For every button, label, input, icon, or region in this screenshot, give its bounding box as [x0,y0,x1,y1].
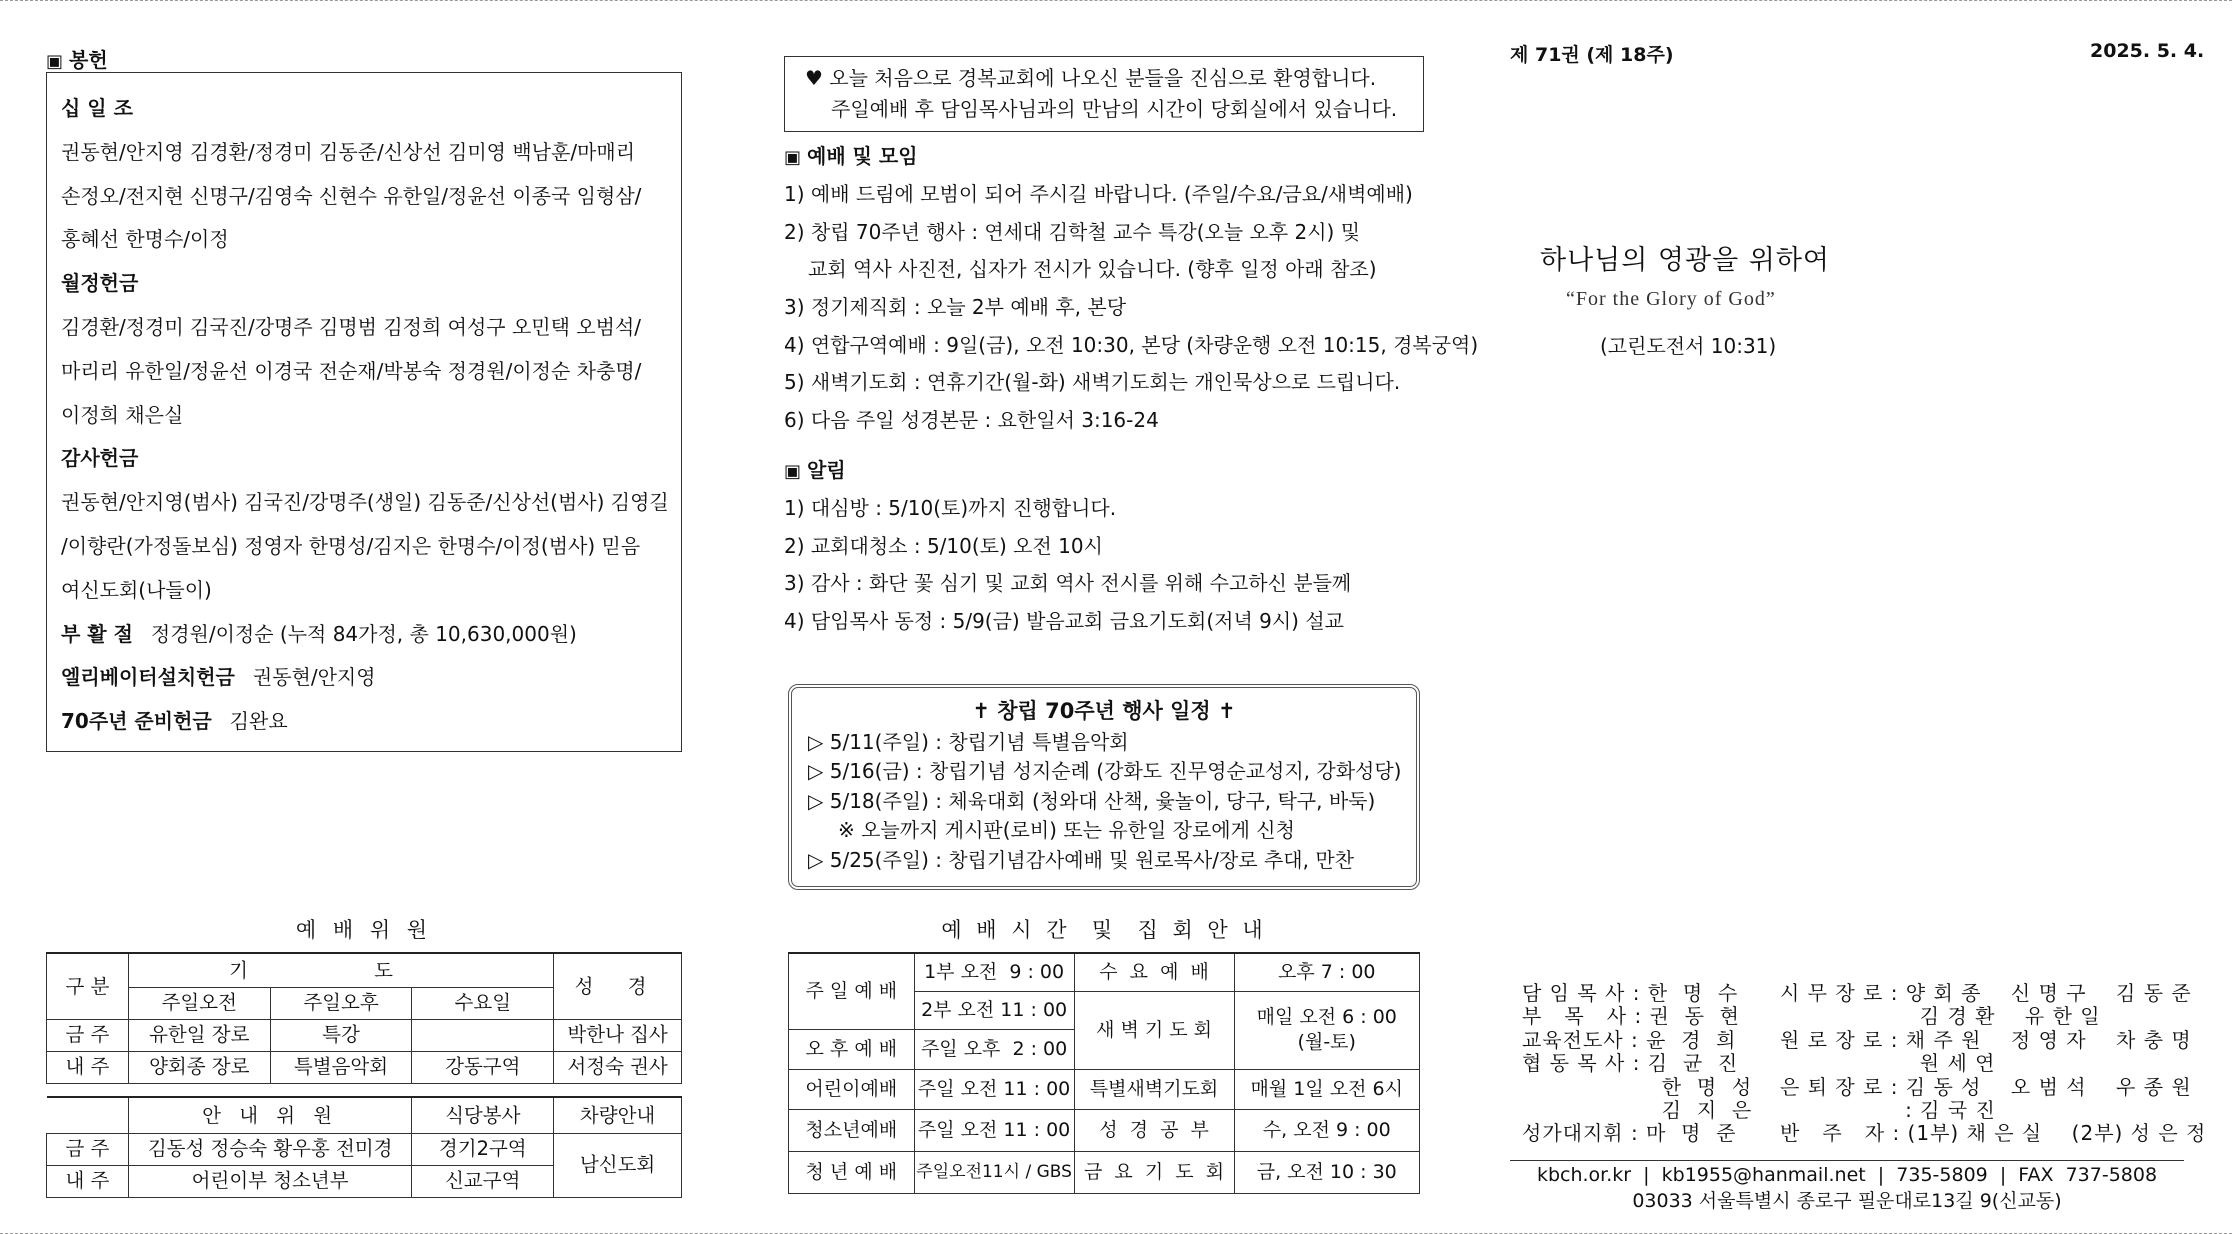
table-cell [412,1019,554,1051]
table-cell: 강동구역 [412,1051,554,1083]
offering-line: 권동현/안지영(범사) 김국진/강명주(생일) 김동준/신상선(범사) 김영길 [61,490,669,515]
offering-line: 홍혜선 한명수/이정 [61,227,229,252]
list-item: 3) 정기제직회 : 오늘 2부 예배 후, 본당 [784,295,1127,319]
notices-title: ▣ 알림 [784,458,846,482]
anniversary-title: ✝ 창립 70주년 행사 일정 ✝ [972,699,1236,723]
staff-line: 은 퇴 장 로 : 김 동 성 오 범 석 우 종 원 [1780,1074,2192,1099]
list-item: 2) 교회대청소 : 5/10(토) 오전 10시 [784,534,1103,558]
welcome-line: 주일예배 후 담임목사님과의 만남의 시간이 당회실에서 있습니다. [831,97,1398,121]
special-label: 특별새벽기도회 [1074,1069,1234,1109]
offering-section-title: ▣ 봉헌 [46,48,108,72]
offering-line: 감사헌금 [61,446,139,471]
table-cell: 특별음악회 [270,1051,412,1083]
list-item: 2) 창립 70주년 행사 : 연세대 김학철 교수 특강(오늘 오후 2시) 및 [784,220,1361,244]
vehicle-header: 차량안내 [554,1097,682,1133]
dawn-time: 매일 오전 6 : 00 [1256,1006,1397,1029]
theme-title: 하나님의 영광을 위하여 [1540,245,1830,276]
list-item: 1) 예배 드림에 모범이 되어 주시길 바랍니다. (주일/수요/금요/새벽예배) [784,182,1413,206]
offering-label: 부 활 절 [61,621,133,646]
dawn-time-cell [1234,991,1420,1069]
dawn-label: 새 벽 기 도 회 [1074,991,1234,1069]
bible-label: 성 경 공 부 [1074,1109,1234,1151]
bulletin-date: 2025. 5. 4. [2090,40,2205,62]
list-item: 3) 감사 : 화단 꽃 심기 및 교회 역사 전시를 위해 수고하신 분들께 [784,571,1352,595]
offering-box [46,72,682,752]
list-item: 4) 연합구역예배 : 9일(금), 오전 10:30, 본당 (차량운행 오전 10:15, 경복궁역) [784,333,1479,357]
staff-line: 협 동 목 사 : 김 균 진 [1522,1051,1739,1076]
offering-line: 마리리 유한일/정윤선 이경국 전순재/박봉숙 정경원/이정순 차충명/ [61,358,642,383]
offering-line: 김경환/정경미 김국진/강명주 김명범 김정희 여성구 오민택 오범석/ [61,314,641,339]
staff-left-list [1522,982,1752,1146]
schedule-caption: 예 배 시 간 및 집 회 안 내 [941,918,1267,942]
afternoon-label: 오 후 예 배 [789,1029,915,1069]
row-label: 금 주 [47,1133,129,1165]
table-cell: 서정숙 권사 [554,1051,682,1083]
offering-line: 십 일 조 [61,96,133,120]
offering-text: 김완요 [229,709,288,734]
offering-line: 여신도회(나들이) [61,577,212,602]
staff-line: 시 무 장 로 : 양 회 종 신 명 구 김 동 준 [1780,981,2192,1005]
offering-line [61,613,667,657]
staff-right-list [1780,982,2206,1146]
table-cell: 유한일 장로 [128,1019,270,1051]
guide-committee-table [46,1096,682,1198]
offering-line [61,656,667,700]
special-time: 매월 1일 오전 6시 [1234,1069,1420,1109]
wed-label: 수 요 예 배 [1074,953,1234,991]
gubun-header: 구 분 [47,953,129,1019]
sunday2-time: 2부 오전 11 : 00 [914,991,1074,1029]
anniversary-box [788,684,1420,890]
welcome-line: ♥ 오늘 처음으로 경복교회에 나오신 분들을 진심으로 환영합니다. [805,66,1377,90]
top-fold-line [0,0,2232,1]
row-label: 금 주 [47,1019,129,1051]
volume-number: 제 71권 (제 18주) [1510,44,1674,66]
event-item: ▷ 5/18(주일) : 체육대회 (청와대 산책, 윷놀이, 당구, 탁구, 바둑) [808,788,1376,813]
contact-line: kbch.or.kr | kb1955@hanmail.net | 735-5809 | FAX 737-5808 [1536,1164,2158,1186]
worship-meeting-title: ▣ 예배 및 모임 [784,144,918,168]
offering-line: 이정희 채은실 [61,402,184,427]
event-item: ▷ 5/25(주일) : 창립기념감사예배 및 원로목사/장로 추대, 만찬 [808,847,1354,872]
table-cell: 양회종 장로 [128,1051,270,1083]
table-cell: 특강 [270,1019,412,1051]
staff-line: : 김 국 진 [1780,1098,1996,1123]
staff-line: 성가대지휘 : 마 명 준 [1522,1121,1737,1146]
theme-reference: (고린도전서 10:31) [1600,334,1777,358]
table-cell: 경기2구역 [412,1133,554,1165]
schedule-table [788,952,1420,1194]
offering-text: 권동현/안지영 [252,665,376,690]
friday-label: 금 요 기 도 회 [1074,1151,1234,1193]
vehicle-cell: 남신도회 [554,1133,682,1197]
bible-time: 수, 오전 9 : 00 [1234,1109,1420,1151]
scripture-header: 성 경 [554,953,682,1019]
prayer-header: 기 도 [128,953,553,987]
offering-label: 70주년 준비헌금 [61,709,212,734]
friday-time: 금, 오전 10 : 30 [1234,1151,1420,1193]
cafeteria-header: 식당봉사 [412,1097,554,1133]
wed-time: 오후 7 : 00 [1234,953,1420,991]
offering-line: /이향란(가정돌보심) 정영자 한명성/김지은 한명수/이정(범사) 믿음 [61,533,641,558]
dawn-days: (월-토) [1297,1031,1356,1053]
afternoon-time: 주일 오후 2 : 00 [914,1029,1074,1069]
row-label: 내 주 [47,1051,129,1083]
sunday1-time: 1부 오전 9 : 00 [914,953,1074,991]
contact-divider [1510,1160,2184,1161]
col-sunday-am: 주일오전 [128,987,270,1019]
offering-line: 권동현/안지영 김경환/정경미 김동준/신상선 김미영 백남훈/마매리 [61,139,636,164]
table-cell: 어린이부 청소년부 [128,1165,412,1197]
event-item: ▷ 5/16(금) : 창립기념 성지순례 (강화도 진무영순교성지, 강화성당) [808,759,1402,784]
young-time: 주일오전11시 / GBS [914,1151,1074,1193]
offering-label: 엘리베이터설치헌금 [61,665,235,690]
table-cell: 김동성 정승숙 황우홍 전미경 [128,1133,412,1165]
row-label: 내 주 [47,1165,129,1197]
sunday-label: 주 일 예 배 [789,953,915,1029]
young-label: 청 년 예 배 [789,1151,915,1193]
guide-header: 안 내 위 원 [128,1097,412,1133]
list-item: 교회 역사 사진전, 십자가 전시가 있습니다. (향후 일정 아래 참조) [808,257,1377,281]
theme-english: “For the Glory of God” [1566,288,1776,310]
children-label: 어린이예배 [789,1069,915,1109]
col-sunday-pm: 주일오후 [270,987,412,1019]
staff-line: 반 주 자 : (1부) 채 은 실 (2부) 성 은 정 [1780,1121,2207,1146]
offering-line [61,700,667,744]
welcome-box [784,56,1424,132]
staff-line: 김 지 은 [1522,1098,1753,1123]
event-item: ※ 오늘까지 게시판(로비) 또는 유한일 장로에게 신청 [838,818,1295,843]
staff-line: 원 로 장 로 : 채 주 원 정 영 자 차 충 명 [1780,1027,2192,1052]
children-time: 주일 오전 11 : 00 [914,1069,1074,1109]
staff-line: 원 세 연 [1780,1051,1996,1076]
table-cell: 신교구역 [412,1165,554,1197]
offering-line: 손정오/전지현 신명구/김영숙 신현수 유한일/정윤선 이종국 임형삼/ [61,183,642,208]
square-bullet-icon: ▣ [784,461,802,482]
staff-line: 한 명 성 [1522,1074,1753,1099]
youth-time: 주일 오전 11 : 00 [914,1109,1074,1151]
col-wednesday: 수요일 [412,987,554,1019]
table-cell: 박한나 집사 [554,1019,682,1051]
list-item: 4) 담임목사 동정 : 5/9(금) 발음교회 금요기도회(저녁 9시) 설교 [784,609,1344,633]
staff-line: 교육전도사 : 윤 경 희 [1522,1027,1737,1052]
offering-text: 정경원/이정순 (누적 84가정, 총 10,630,000원) [150,621,577,646]
worship-committee-table [46,952,682,1084]
square-bullet-icon: ▣ [784,147,802,168]
youth-label: 청소년예배 [789,1109,915,1151]
staff-line: 담 임 목 사 : 한 명 수 [1522,981,1739,1005]
staff-line: 부 목 사 : 권 동 현 [1522,1004,1740,1029]
list-item: 6) 다음 주일 성경본문 : 요한일서 3:16-24 [784,408,1159,432]
offering-line: 월정헌금 [61,271,139,296]
staff-line: 김 경 환 유 한 일 [1780,1004,2101,1029]
event-item: ▷ 5/11(주일) : 창립기념 특별음악회 [808,730,1129,754]
empty-cell [47,1097,129,1133]
list-item: 5) 새벽기도회 : 연휴기간(월-화) 새벽기도회는 개인묵상으로 드립니다. [784,370,1401,394]
worship-committee-caption: 예 배 위 원 [295,918,433,942]
address-line: 03033 서울특별시 종로구 필운대로13길 9(신교동) [1632,1190,2062,1212]
square-bullet-icon: ▣ [46,51,64,72]
list-item: 1) 대심방 : 5/10(토)까지 진행합니다. [784,496,1117,520]
